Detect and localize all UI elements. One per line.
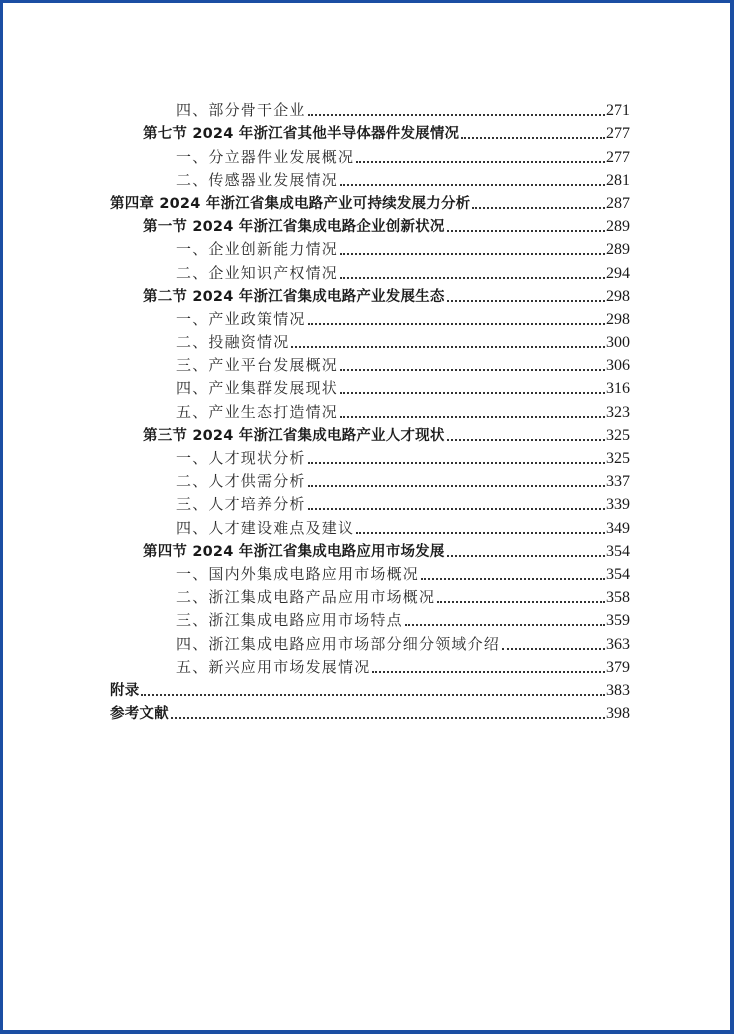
toc-subsection-entry[interactable] (110, 491, 630, 514)
toc-subsection-entry[interactable] (110, 584, 630, 607)
dot-leader (472, 207, 605, 209)
toc-entry-title: 四、部分骨干企业 (176, 101, 306, 120)
toc-page-number: 271 (606, 102, 630, 120)
toc-entry-title: 第四章 2024 年浙江省集成电路产业可持续发展力分析 (110, 195, 471, 212)
toc-page-number: 358 (606, 589, 630, 607)
dot-leader (356, 161, 605, 163)
dot-leader (447, 300, 605, 302)
toc-entry-title: 二、投融资情况 (176, 333, 290, 352)
toc-subsection-entry[interactable] (110, 398, 630, 421)
toc-subsection-entry[interactable] (110, 236, 630, 259)
toc-entry-title: 一、分立器件业发展概况 (176, 147, 355, 166)
toc-subsection-entry[interactable] (110, 607, 630, 630)
dot-leader (308, 114, 605, 116)
toc-subsection-entry[interactable] (110, 329, 630, 352)
toc-section-entry[interactable] (110, 538, 630, 561)
dot-leader (447, 230, 605, 232)
dot-leader (340, 416, 605, 418)
toc-page-number: 398 (606, 705, 630, 723)
toc-entry-title: 二、传感器业发展情况 (176, 170, 339, 189)
toc-page-number: 277 (606, 148, 630, 166)
toc-entry-title: 二、企业知识产权情况 (176, 263, 339, 282)
table-of-contents (110, 97, 630, 723)
toc-page-number: 298 (606, 287, 630, 305)
toc-page-number: 337 (606, 473, 630, 491)
toc-entry-title: 五、产业生态打造情况 (176, 402, 339, 421)
toc-page-number: 289 (606, 218, 630, 236)
dot-leader (308, 508, 605, 510)
toc-subsection-entry[interactable] (110, 259, 630, 282)
dot-leader (502, 648, 605, 650)
toc-chapter-entry[interactable] (110, 677, 630, 700)
dot-leader (447, 555, 605, 557)
toc-entry-title: 一、国内外集成电路应用市场概况 (176, 564, 420, 583)
dot-leader (308, 485, 605, 487)
toc-page-number: 298 (606, 310, 630, 328)
toc-page-number: 354 (606, 542, 630, 560)
dot-leader (421, 578, 605, 580)
toc-subsection-entry[interactable] (110, 468, 630, 491)
toc-page-number: 287 (606, 194, 630, 212)
toc-entry-title: 一、产业政策情况 (176, 309, 306, 328)
toc-page-number: 354 (606, 565, 630, 583)
toc-subsection-entry[interactable] (110, 445, 630, 468)
toc-entry-title: 第二节 2024 年浙江省集成电路产业发展生态 (143, 288, 445, 305)
toc-page-number: 306 (606, 357, 630, 375)
toc-page-number: 323 (606, 403, 630, 421)
toc-subsection-entry[interactable] (110, 167, 630, 190)
dot-leader (372, 671, 605, 673)
toc-entry-title: 三、浙江集成电路应用市场特点 (176, 611, 403, 630)
toc-entry-title: 附录 (110, 682, 140, 699)
toc-section-entry[interactable] (110, 283, 630, 306)
toc-page-number: 289 (606, 241, 630, 259)
toc-chapter-entry[interactable] (110, 700, 630, 723)
toc-subsection-entry[interactable] (110, 654, 630, 677)
dot-leader (308, 462, 605, 464)
toc-page-number: 383 (606, 681, 630, 699)
toc-page-number: 316 (606, 380, 630, 398)
toc-subsection-entry[interactable] (110, 630, 630, 653)
toc-entry-title: 第四节 2024 年浙江省集成电路应用市场发展 (143, 543, 445, 560)
toc-chapter-entry[interactable] (110, 190, 630, 213)
toc-subsection-entry[interactable] (110, 306, 630, 329)
toc-entry-title: 四、浙江集成电路应用市场部分细分领域介绍 (176, 634, 501, 653)
toc-entry-title: 三、产业平台发展概况 (176, 356, 339, 375)
toc-page-number: 325 (606, 450, 630, 467)
toc-page-number: 359 (606, 612, 630, 630)
dot-leader (340, 253, 605, 255)
toc-entry-title: 第一节 2024 年浙江省集成电路企业创新状况 (143, 219, 445, 236)
toc-page-number: 379 (606, 658, 630, 676)
dot-leader (340, 184, 605, 186)
toc-entry-title: 三、人才培养分析 (176, 495, 306, 514)
toc-entry-title: 第七节 2024 年浙江省其他半导体器件发展情况 (143, 126, 460, 143)
toc-entry-title: 一、企业创新能力情况 (176, 240, 339, 259)
toc-section-entry[interactable] (110, 213, 630, 236)
toc-entry-title: 四、产业集群发展现状 (176, 379, 339, 398)
toc-entry-title: 第三节 2024 年浙江省集成电路产业人才现状 (143, 427, 445, 444)
dot-leader (340, 392, 605, 394)
toc-entry-title: 参考文献 (110, 706, 169, 723)
toc-page-number: 277 (606, 125, 630, 143)
dot-leader (340, 369, 605, 371)
dot-leader (461, 137, 605, 139)
toc-subsection-entry[interactable] (110, 514, 630, 537)
dot-leader (405, 624, 605, 626)
toc-page-number: 339 (606, 496, 630, 514)
toc-section-entry[interactable] (110, 422, 630, 445)
dot-leader (340, 277, 605, 279)
dot-leader (447, 439, 605, 441)
dot-leader (308, 323, 605, 325)
dot-leader (171, 717, 605, 719)
toc-page-number: 300 (606, 334, 630, 352)
toc-subsection-entry[interactable] (110, 143, 630, 166)
toc-page-number: 281 (606, 171, 630, 189)
toc-entry-title: 四、人才建设难点及建议 (176, 518, 355, 537)
toc-entry-title: 一、人才现状分析 (176, 449, 306, 467)
toc-entry-title: 五、新兴应用市场发展情况 (176, 657, 371, 676)
toc-subsection-entry[interactable] (110, 352, 630, 375)
dot-leader (356, 532, 605, 534)
toc-page-number: 325 (606, 426, 630, 444)
toc-entry-title: 二、浙江集成电路产品应用市场概况 (176, 588, 436, 607)
toc-entry-title: 二、人才供需分析 (176, 472, 306, 491)
toc-page-number: 363 (606, 635, 630, 653)
toc-page-number: 294 (606, 264, 630, 282)
toc-section-entry[interactable] (110, 120, 630, 143)
toc-subsection-entry[interactable] (110, 375, 630, 398)
toc-page-number: 349 (606, 519, 630, 537)
dot-leader (291, 346, 605, 348)
toc-subsection-entry[interactable] (110, 561, 630, 584)
dot-leader (141, 694, 605, 696)
toc-subsection-entry[interactable] (110, 97, 630, 120)
dot-leader (437, 601, 605, 603)
